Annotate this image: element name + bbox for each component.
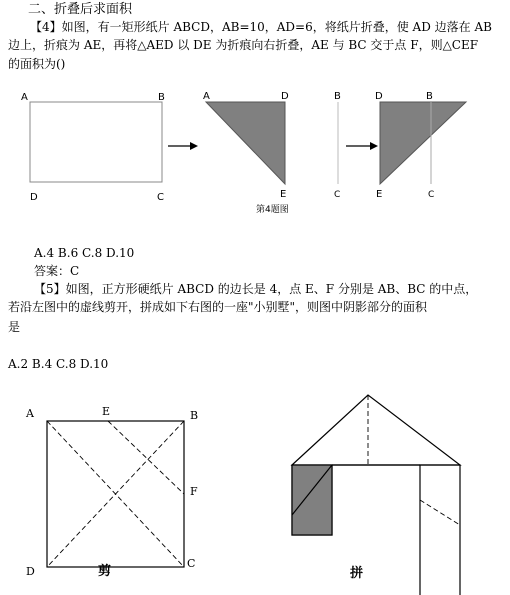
- problem4-answer: 答案：C: [34, 264, 80, 278]
- folded-triangle: [206, 102, 285, 184]
- left-label-d: D: [26, 565, 35, 578]
- fig3-label-e: E: [376, 189, 383, 200]
- fig2-label-e: E: [280, 189, 287, 200]
- problem5-line1: 【5】如图，正方形硬纸片 ABCD 的边长是 4，点 E、F 分别是 AB、BC 的中点，: [34, 282, 478, 296]
- fig3-label-c: C: [428, 190, 435, 200]
- rectangle-abcd: [30, 102, 162, 182]
- left-label-c: C: [187, 557, 196, 570]
- problem4-options: A.4 B.6 C.8 D.10: [34, 246, 135, 260]
- fold-fig1: [21, 92, 165, 203]
- fig2-label-c: C: [334, 190, 341, 200]
- section-title: 二、折叠后求面积: [28, 2, 133, 17]
- problem5-figure: [0, 395, 510, 595]
- fold-fig3: [375, 91, 466, 200]
- fig3-label-b: B: [426, 91, 433, 102]
- left-label-f: F: [190, 485, 198, 498]
- house-roof: [292, 395, 460, 465]
- arrow-right-icon: [346, 142, 378, 150]
- problem4-line2: 边上，折痕为 AE，再将△AED 以 DE 为折痕向右折叠，AE 与 BC 交于点 F，则△CEF: [8, 38, 479, 52]
- fig1-label-b: B: [158, 92, 165, 103]
- figure-caption: 第4题图: [256, 205, 289, 215]
- problem5-options: A.2 B.4 C.8 D.10: [8, 357, 109, 371]
- left-label-e: E: [102, 405, 111, 418]
- problem5-line2: 若沿左图中的虚线剪开，拼成如下右图的一座"小别墅"，则图中阴影部分的面积: [8, 300, 428, 314]
- problem4-line1: 【4】如图，有一矩形纸片 ABCD，AB=10，AD=6，将纸片折叠，使 AD 边落在 AB: [30, 20, 492, 34]
- problem4-line3: 的面积为(): [8, 57, 66, 71]
- house-right-wall: [420, 465, 460, 595]
- left-label-a: A: [26, 407, 34, 420]
- arrow-right-icon: [168, 142, 198, 150]
- fig3-label-d: D: [375, 91, 383, 102]
- right-caption: 拼: [350, 566, 364, 581]
- fig1-label-c: C: [157, 192, 164, 203]
- fig2-label-d: D: [281, 91, 289, 102]
- fig2-label-b: B: [334, 91, 341, 102]
- shaded-region: [292, 465, 332, 535]
- fig1-label-a: A: [21, 92, 28, 103]
- fig2-label-a: A: [203, 91, 210, 102]
- folded-triangle: [380, 102, 466, 184]
- fold-fig2: [203, 91, 341, 200]
- fig1-label-d: D: [30, 192, 38, 203]
- house-figure: [292, 395, 460, 595]
- problem5-line3: 是: [8, 320, 21, 334]
- square-cut-figure: [25, 405, 198, 579]
- left-label-b: B: [190, 409, 199, 422]
- left-caption: 剪: [98, 564, 112, 579]
